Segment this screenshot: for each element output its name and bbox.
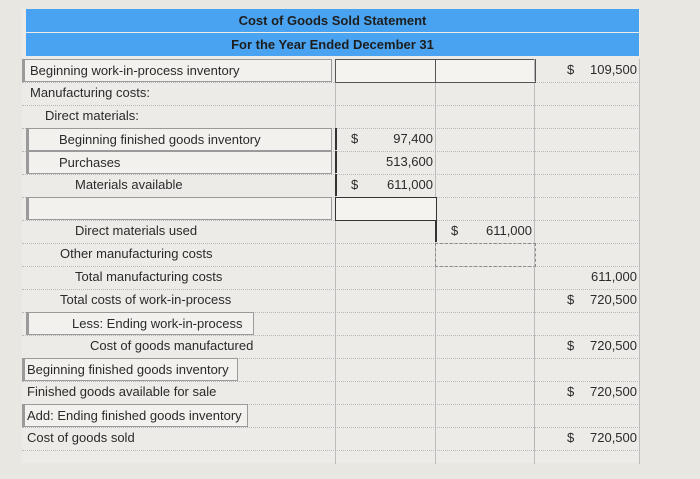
row-cogs (22, 427, 640, 451)
label-field[interactable] (26, 197, 332, 220)
row-label: Total costs of work-in-process (60, 292, 232, 307)
row-label: Other manufacturing costs (60, 246, 213, 261)
row-blank (22, 197, 640, 221)
label-field[interactable]: Add: Ending finished goods inventory (22, 404, 248, 427)
label-field[interactable]: Purchases (26, 151, 332, 174)
section-label: Manufacturing costs: (30, 85, 150, 100)
row-cost-goods-manufactured (22, 335, 640, 359)
label-field[interactable]: Less: Ending work-in-process (26, 312, 254, 335)
label-field[interactable]: Beginning finished goods inventory (22, 358, 238, 381)
section-label: Direct materials: (45, 108, 139, 123)
amount-field[interactable]: 513,600 (335, 151, 437, 173)
amount-field[interactable]: 611,000 (534, 266, 641, 288)
row-manufacturing-costs (22, 82, 640, 106)
amount-field[interactable] (435, 59, 536, 83)
amount-field[interactable]: $ 611,000 (435, 220, 536, 242)
row-total-costs-wip (22, 289, 640, 313)
row-other-mfg-costs (22, 243, 640, 267)
amount-field[interactable]: $ 720,500 (534, 381, 641, 403)
cogs-statement-sheet (22, 9, 640, 463)
amount-field[interactable]: $ 97,400 (335, 128, 437, 150)
row-direct-materials-used (22, 220, 640, 244)
amount-field[interactable]: $ 611,000 (335, 174, 437, 196)
row-total-mfg-costs (22, 266, 640, 290)
amount-field[interactable] (335, 197, 437, 221)
row-direct-materials (22, 105, 640, 129)
amount-field[interactable] (335, 59, 437, 83)
row-beginning-wip (22, 59, 640, 83)
amount-field[interactable]: $ 720,500 (534, 335, 641, 357)
row-beginning-fg-inventory (22, 128, 640, 152)
row-label: Cost of goods manufactured (90, 338, 254, 353)
row-label: Materials available (75, 177, 183, 192)
amount-field[interactable]: $ 109,500 (534, 59, 641, 81)
statement-subtitle: For the Year Ended December 31 (26, 33, 639, 56)
row-less-ending-wip (22, 312, 640, 336)
row-label: Cost of goods sold (27, 430, 135, 445)
amount-field[interactable] (435, 243, 536, 267)
row-label: Direct materials used (75, 223, 198, 238)
row-purchases (22, 151, 640, 175)
amount-field[interactable]: $ 720,500 (534, 427, 641, 449)
row-materials-available (22, 174, 640, 198)
row-label: Total manufacturing costs (75, 269, 223, 284)
amount-field[interactable]: $ 720,500 (534, 289, 641, 311)
row-beginning-fg (22, 358, 640, 382)
row-fg-available (22, 381, 640, 405)
row-add-ending-fg (22, 404, 640, 428)
row-label: Finished goods available for sale (27, 384, 217, 399)
statement-title: Cost of Goods Sold Statement (26, 9, 639, 32)
label-field[interactable]: Beginning finished goods inventory (26, 128, 332, 151)
label-field[interactable]: Beginning work-in-process inventory (22, 59, 332, 82)
